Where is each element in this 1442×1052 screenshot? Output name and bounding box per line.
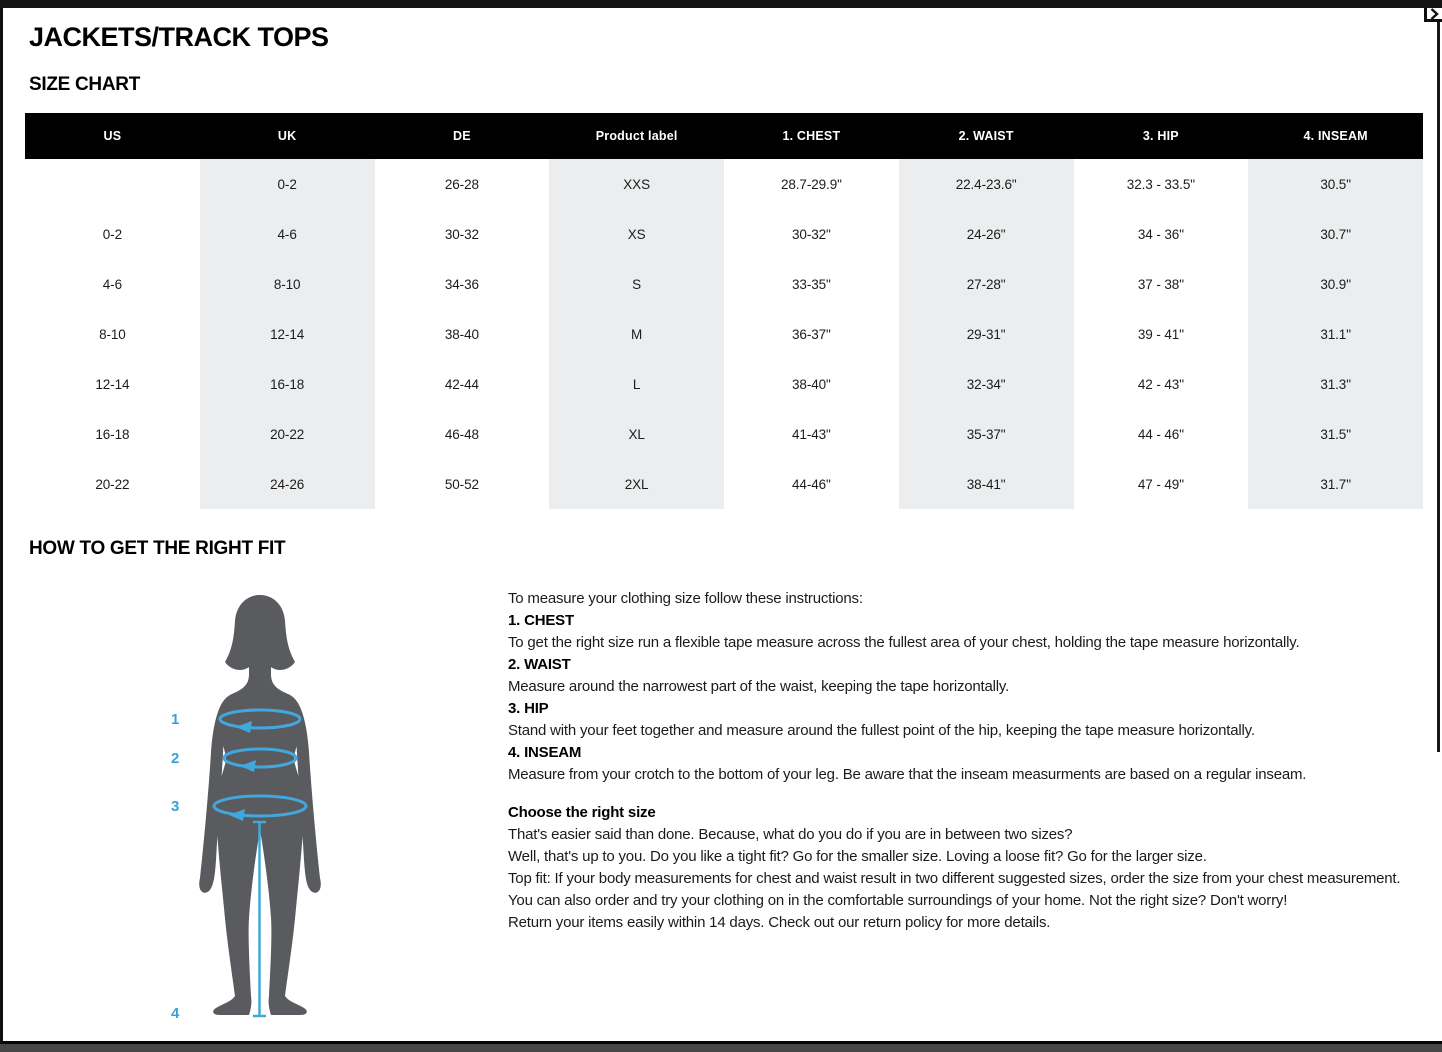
- table-cell: 30.9": [1248, 259, 1423, 309]
- table-cell: M: [549, 309, 724, 359]
- table-cell: XS: [549, 209, 724, 259]
- table-cell: 22.4-23.6": [899, 159, 1074, 209]
- instruction-text-1: To get the right size run a flexible tape measure across the fullest area of your chest, holding the tape measure horizontally.: [508, 634, 1300, 651]
- table-cell: L: [549, 359, 724, 409]
- size-guide-modal: [0, 8, 1442, 1044]
- table-row: [25, 209, 1423, 259]
- choose-size-line: Top fit: If your body measurements for chest and waist result in two different suggested sizes, order the size from your chest measurement.: [508, 870, 1401, 887]
- table-cell: 0-2: [200, 159, 375, 209]
- table-cell: 30-32: [444, 226, 479, 242]
- table-cell: 20-22: [200, 409, 375, 459]
- table-cell: 30-32": [792, 226, 831, 242]
- table-cell: 8-10: [99, 326, 126, 342]
- table-cell: XXS: [549, 159, 724, 209]
- table-cell: 34 - 36": [1137, 226, 1184, 242]
- table-cell: 41-43": [792, 426, 831, 442]
- table-cell: 35-37": [899, 409, 1074, 459]
- table-cell: 32-34": [899, 359, 1074, 409]
- table-cell: 33-35": [792, 276, 831, 292]
- table-cell: 29-31": [899, 309, 1074, 359]
- table-cell: 31.7": [1248, 459, 1423, 509]
- table-cell: 46-48: [444, 426, 479, 442]
- table-cell: 16-18: [200, 359, 375, 409]
- label-1: 1: [171, 711, 180, 728]
- table-row: [25, 309, 1423, 359]
- measure-number-labels: [171, 711, 180, 1022]
- table-row: [25, 159, 1423, 209]
- chevron-right-icon: [1430, 8, 1439, 20]
- table-row: [25, 359, 1423, 409]
- column-header-7: 4. INSEAM: [1303, 129, 1368, 143]
- table-cell: 47 - 49": [1137, 476, 1184, 492]
- table-cell: 38-40": [792, 376, 831, 392]
- table-cell: 26-28: [444, 176, 479, 192]
- label-4: 4: [171, 1005, 180, 1022]
- table-cell: 0-2: [102, 226, 122, 242]
- table-cell: [25, 159, 200, 209]
- table-cell: 38-41": [899, 459, 1074, 509]
- table-cell: 34-36: [444, 276, 479, 292]
- table-cell: 20-22: [95, 476, 130, 492]
- size-chart-heading: SIZE CHART: [29, 74, 141, 95]
- column-header-0: US: [103, 129, 122, 143]
- label-2: 2: [171, 750, 180, 767]
- table-cell: 42 - 43": [1137, 376, 1184, 392]
- table-row: [25, 459, 1423, 509]
- table-cell: 31.3": [1248, 359, 1423, 409]
- table-cell: 30.7": [1248, 209, 1423, 259]
- instruction-items: [508, 610, 1430, 786]
- instruction-label-3: 3. HIP: [508, 700, 549, 717]
- table-cell: 2XL: [549, 459, 724, 509]
- choose-size-text: [508, 824, 1430, 934]
- column-header-2: DE: [452, 129, 471, 143]
- table-cell: 12-14: [95, 376, 130, 392]
- page-title: JACKETS/TRACK TOPS: [29, 22, 329, 52]
- choose-size-line: You can also order and try your clothing on in the comfortable surroundings of your home. Not the right size? Don't worry!: [508, 892, 1288, 909]
- table-cell: 31.1": [1248, 309, 1423, 359]
- instruction-text-4: Measure from your crotch to the bottom of your leg. Be aware that the inseam measurments are based on a regular inseam.: [508, 766, 1307, 783]
- table-cell: 16-18: [95, 426, 130, 442]
- instruction-text-3: Stand with your feet together and measure around the fullest point of the hip, keeping the tape measure horizontally.: [508, 722, 1255, 739]
- table-cell: 27-28": [899, 259, 1074, 309]
- table-cell: 44-46": [792, 476, 831, 492]
- table-cell: 8-10: [200, 259, 375, 309]
- column-header-5: 2. WAIST: [958, 129, 1014, 143]
- table-cell: 30.5": [1248, 159, 1423, 209]
- size-chart-table: [25, 113, 1423, 509]
- table-cell: 37 - 38": [1137, 276, 1184, 292]
- body-silhouette-illustration: [153, 590, 373, 1022]
- figure-head: [225, 595, 295, 678]
- table-cell: 4-6: [102, 276, 122, 292]
- choose-size-heading: Choose the right size: [508, 804, 656, 821]
- table-cell: 44 - 46": [1137, 426, 1184, 442]
- size-chart-header: [25, 113, 1423, 159]
- label-3: 3: [171, 798, 180, 815]
- instruction-label-4: 4. INSEAM: [508, 744, 582, 761]
- table-cell: S: [549, 259, 724, 309]
- table-row: [25, 409, 1423, 459]
- table-cell: 39 - 41": [1137, 326, 1184, 342]
- instruction-label-2: 2. WAIST: [508, 656, 571, 673]
- table-cell: 50-52: [444, 476, 479, 492]
- instructions-intro: To measure your clothing size follow these instructions:: [508, 590, 863, 607]
- header-row: [25, 113, 1423, 159]
- table-cell: 4-6: [200, 209, 375, 259]
- table-cell: 24-26": [899, 209, 1074, 259]
- table-cell: 36-37": [792, 326, 831, 342]
- fit-heading: HOW TO GET THE RIGHT FIT: [29, 538, 286, 559]
- scrollbar[interactable]: [1437, 20, 1440, 752]
- instruction-text-2: Measure around the narrowest part of the waist, keeping the tape horizontally.: [508, 678, 1010, 695]
- table-cell: 24-26: [200, 459, 375, 509]
- page-background-top: [0, 0, 1442, 8]
- choose-size-line: Return your items easily within 14 days. Check out our return policy for more details.: [508, 914, 1051, 931]
- table-row: [25, 259, 1423, 309]
- instruction-label-1: 1. CHEST: [508, 612, 574, 629]
- table-cell: 31.5": [1248, 409, 1423, 459]
- column-header-6: 3. HIP: [1142, 129, 1179, 143]
- table-cell: 38-40: [444, 326, 479, 342]
- fit-instructions: [508, 588, 1430, 934]
- size-chart-body: [25, 159, 1423, 509]
- table-cell: 12-14: [200, 309, 375, 359]
- measurement-figure: [153, 590, 373, 1022]
- table-cell: XL: [549, 409, 724, 459]
- choose-size-line: That's easier said than done. Because, what do you do if you are in between two sizes?: [508, 826, 1073, 843]
- choose-size-line: Well, that's up to you. Do you like a tight fit? Go for the smaller size. Loving a loose fit? Go for the larger size.: [508, 848, 1207, 865]
- column-header-1: UK: [277, 129, 297, 143]
- table-cell: 42-44: [444, 376, 479, 392]
- table-cell: 28.7-29.9": [780, 176, 842, 192]
- column-header-3: Product label: [595, 129, 678, 143]
- column-header-4: 1. CHEST: [782, 129, 841, 143]
- next-chevron-button[interactable]: [1424, 8, 1442, 22]
- table-cell: 32.3 - 33.5": [1126, 176, 1195, 192]
